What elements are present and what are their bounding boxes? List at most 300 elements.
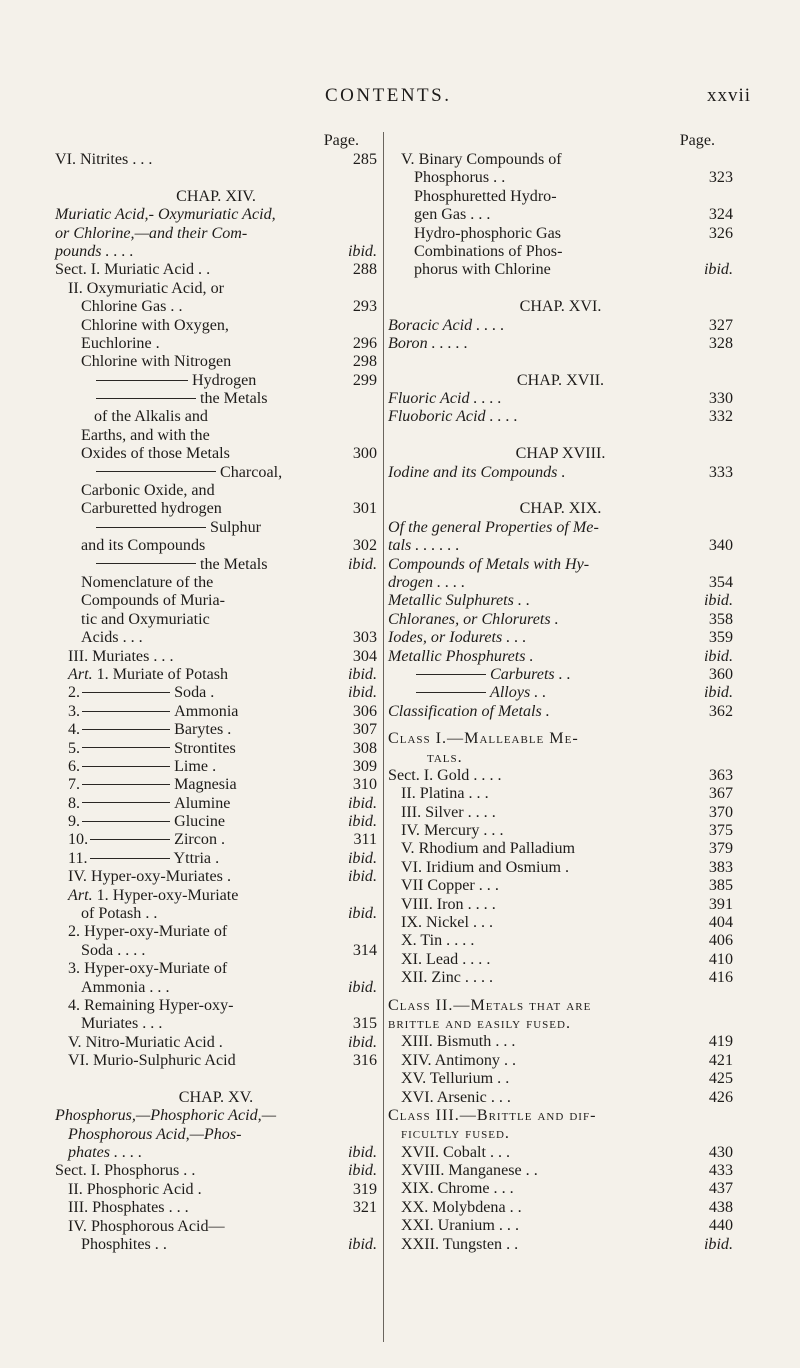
entry-page-number: 362	[708, 702, 733, 720]
toc-entry	[55, 556, 377, 574]
entry-title: VI. Iridium and Osmium .	[401, 858, 570, 876]
entry-page-number: ibid.	[347, 868, 377, 886]
toc-entry	[55, 795, 377, 813]
entry-page-number: 302	[352, 537, 377, 555]
toc-entry	[388, 611, 733, 629]
entry-title: XVIII. Manganese . .	[401, 1162, 538, 1180]
ditto-rule	[82, 802, 170, 803]
entry-title: Sect. I. Phosphorus . .	[55, 1162, 196, 1180]
toc-entry	[55, 537, 377, 555]
entry-title: Of the general Properties of Me-	[388, 518, 599, 536]
entry-page-number: ibid.	[347, 849, 377, 867]
toc-entry	[388, 408, 733, 426]
entry-title: Ammonia	[174, 702, 239, 720]
toc-entry	[388, 1180, 733, 1198]
toc-entry	[55, 758, 377, 776]
entry-title: 4. Remaining Hyper-oxy-	[68, 996, 234, 1014]
entry-number: 7.	[68, 776, 81, 794]
entry-title: 3. Hyper-oxy-Muriate of	[68, 960, 228, 978]
entry-title: Class II.—Metals that are	[388, 996, 592, 1014]
toc-entry	[388, 464, 733, 482]
toc-entry	[388, 537, 733, 555]
entry-title: Phosphorus,—Phosphoric Acid,—	[55, 1107, 276, 1125]
toc-entry	[55, 519, 377, 537]
toc-entry	[55, 776, 377, 794]
toc-entry	[55, 243, 377, 261]
page-number: xxvii	[707, 85, 752, 106]
entry-page-number: 307	[352, 721, 377, 739]
toc-entry	[55, 390, 377, 408]
entry-title: brittle and easily fused.	[388, 1014, 571, 1032]
toc-entry	[55, 317, 377, 335]
entry-title: Chlorine with Nitrogen	[81, 353, 232, 371]
entry-page-number: 315	[352, 1015, 377, 1033]
entry-title: and its Compounds	[81, 537, 206, 555]
toc-entry	[55, 464, 377, 482]
entry-title: phates . . . .	[68, 1144, 143, 1162]
toc-entry	[55, 648, 377, 666]
toc-entry	[388, 703, 733, 721]
entry-title: Phosphuretted Hydro-	[414, 187, 557, 205]
entry-page-number: 433	[708, 1162, 733, 1180]
toc-entry	[55, 482, 377, 500]
entry-title: the Metals	[200, 390, 268, 408]
entry-page-number: 323	[708, 169, 733, 187]
toc-entry	[55, 1236, 377, 1254]
entry-title: Boracic Acid . . . .	[388, 316, 505, 334]
toc-entry	[388, 1236, 733, 1254]
entry-title: Sect. I. Muriatic Acid . .	[55, 261, 211, 279]
entry-title: Acids . . .	[81, 629, 143, 647]
toc-entry	[55, 960, 377, 978]
toc-entry	[388, 1089, 733, 1107]
entry-title: XX. Molybdena . .	[401, 1198, 522, 1216]
entry-title: Nomenclature of the	[81, 573, 214, 591]
toc-entry	[55, 372, 377, 390]
entry-title: III. Muriates . . .	[68, 647, 174, 665]
entry-page-number: 438	[708, 1198, 733, 1216]
toc-entry	[55, 206, 377, 224]
entry-title: the Metals	[200, 555, 268, 573]
toc-entry	[388, 556, 733, 574]
entry-page-number: 440	[708, 1217, 733, 1235]
toc-entry	[55, 721, 377, 739]
ditto-rule	[96, 527, 206, 528]
toc-entry	[388, 629, 733, 647]
toc-entry	[388, 914, 733, 932]
entry-title: XXI. Uranium . . .	[401, 1217, 519, 1235]
spacer	[55, 1071, 377, 1089]
entry-page-number: 296	[352, 334, 377, 352]
entry-page-number: ibid.	[347, 1033, 377, 1051]
entry-title: V. Nitro-Muriatic Acid .	[68, 1033, 223, 1051]
entry-title: II. Oxymuriatic Acid, or	[68, 279, 224, 297]
spacer	[388, 353, 733, 371]
class-heading	[388, 730, 733, 748]
toc-entry	[55, 1126, 377, 1144]
toc-entry	[55, 923, 377, 941]
entry-page-number: 330	[708, 390, 733, 408]
toc-entry	[55, 335, 377, 353]
entry-title: II. Platina . . .	[401, 785, 489, 803]
toc-entry	[55, 905, 377, 923]
toc-entry	[388, 877, 733, 895]
entry-title: V. Binary Compounds of	[401, 151, 562, 168]
chapter-heading: CHAP. XIV.	[176, 187, 256, 205]
entry-title: tals.	[427, 748, 463, 766]
spacer	[388, 427, 733, 445]
entry-title: or Chlorine,—and their Com-	[55, 224, 248, 242]
entry-page-number: 363	[708, 766, 733, 784]
entry-title: Barytes .	[174, 721, 232, 739]
toc-entry	[55, 1144, 377, 1162]
entry-title: of the Alkalis and	[94, 408, 208, 426]
entry-title: Chlorine with Oxygen,	[81, 316, 229, 334]
toc-entry	[55, 427, 377, 445]
spacer	[55, 169, 377, 187]
spacer	[388, 482, 733, 500]
class-heading	[388, 749, 733, 767]
toc-entry	[55, 629, 377, 647]
entry-page-number: 416	[708, 969, 733, 987]
entry-title: Boron . . . . .	[388, 334, 468, 352]
page-column-heading: Page.	[679, 132, 715, 149]
ditto-rule	[96, 471, 216, 472]
toc-entry	[55, 408, 377, 426]
entry-title: Class III.—Brittle and dif-	[388, 1106, 597, 1124]
ditto-rule	[82, 784, 170, 785]
entry-title: XIX. Chrome . . .	[401, 1180, 514, 1198]
article-prefix: Art.	[68, 665, 93, 683]
entry-title: Class I.—Malleable Me-	[388, 730, 579, 748]
entry-page-number: 404	[708, 914, 733, 932]
chapter-heading: CHAP. XIX.	[519, 500, 602, 518]
entry-title: Carbonic Oxide, and	[81, 482, 215, 500]
toc-entry	[388, 592, 733, 610]
entry-title: IV. Phosphorous Acid—	[68, 1217, 225, 1235]
entry-page-number: 319	[352, 1180, 377, 1198]
entry-page-number: 383	[708, 858, 733, 876]
entry-title: Fluoric Acid . . . .	[388, 390, 502, 408]
entry-title: Classification of Metals .	[388, 702, 550, 720]
toc-entry	[388, 574, 733, 592]
chapter-heading: CHAP. XVII.	[516, 371, 605, 389]
entry-title: Carburetted hydrogen	[81, 500, 222, 518]
toc-entry	[388, 859, 733, 877]
entry-title: Carburets . .	[490, 665, 571, 683]
entry-title: Ammonia . . .	[81, 978, 170, 996]
entry-title: IX. Nickel . . .	[401, 914, 494, 932]
ditto-rule	[416, 674, 486, 675]
toc-entry	[388, 335, 733, 353]
entry-title: tals . . . . . .	[388, 537, 460, 555]
page-header	[0, 85, 800, 115]
entry-title: Compounds of Muria-	[81, 592, 225, 610]
toc-entry	[55, 703, 377, 721]
spacer	[388, 721, 733, 730]
toc-entry	[388, 666, 733, 684]
entry-page-number: ibid.	[703, 647, 733, 665]
toc-entry	[55, 298, 377, 316]
ditto-rule	[416, 692, 486, 693]
ditto-rule	[96, 398, 196, 399]
entry-page-number: 309	[352, 757, 377, 775]
entry-page-number: ibid.	[347, 684, 377, 702]
entry-number: 8.	[68, 794, 81, 812]
entry-title: Compounds of Metals with Hy-	[388, 555, 590, 573]
entry-page-number: 425	[708, 1070, 733, 1088]
entry-page-number: 421	[708, 1051, 733, 1069]
entry-title: IV. Hyper-oxy-Muriates .	[68, 868, 231, 886]
entry-title: III. Phosphates . . .	[68, 1199, 189, 1217]
entry-page-number: 367	[708, 785, 733, 803]
entry-title: XII. Zinc . . . .	[401, 969, 494, 987]
entry-number: 6.	[68, 757, 81, 775]
article-prefix: Art.	[68, 886, 93, 904]
entry-title: Euchlorine .	[81, 334, 160, 352]
entry-title: Fluoboric Acid . . . .	[388, 408, 518, 426]
toc-entry	[55, 1034, 377, 1052]
toc-entry	[55, 592, 377, 610]
entry-title: III. Silver . . . .	[401, 803, 496, 821]
entry-title: Alloys . .	[490, 684, 547, 702]
toc-entry	[388, 896, 733, 914]
entry-title: Sect. I. Gold . . . .	[388, 766, 502, 784]
entry-page-number: 300	[352, 445, 377, 463]
entry-page-number: ibid.	[347, 978, 377, 996]
toc-entry	[55, 225, 377, 243]
toc-entry	[55, 1218, 377, 1236]
entry-page-number: ibid.	[703, 592, 733, 610]
entry-title: Oxides of those Metals	[81, 445, 230, 463]
toc-entry	[55, 850, 377, 868]
entry-page-number: ibid.	[347, 813, 377, 831]
entry-number: 5.	[68, 739, 81, 757]
entry-title: XIII. Bismuth . . .	[401, 1033, 516, 1051]
entry-page-number: 327	[708, 316, 733, 334]
right-column	[388, 132, 733, 1254]
entry-number: 10.	[68, 831, 89, 849]
entry-number: 2.	[68, 684, 81, 702]
entry-title: Phosphorous Acid,—Phos-	[68, 1125, 242, 1143]
entry-number: 4.	[68, 721, 81, 739]
toc-entry	[388, 1199, 733, 1217]
entry-title: Muriates . . .	[81, 1015, 163, 1033]
entry-title: Zircon .	[174, 831, 226, 849]
entry-number: 11.	[68, 849, 88, 867]
entry-title: Phosphites . .	[81, 1236, 167, 1254]
toc-entry	[388, 390, 733, 408]
class-heading	[388, 1125, 733, 1143]
toc-entry	[388, 648, 733, 666]
entry-page-number: ibid.	[347, 1162, 377, 1180]
toc-entry	[388, 932, 733, 950]
toc-entry	[388, 151, 733, 169]
entry-title: tic and Oxymuriatic	[81, 610, 210, 628]
entry-page-number: 293	[352, 298, 377, 316]
toc-entry	[55, 813, 377, 831]
entry-title: XI. Lead . . . .	[401, 950, 491, 968]
toc-entry	[388, 206, 733, 224]
ditto-rule	[82, 711, 170, 712]
chapter-heading: CHAP. XVI.	[519, 298, 602, 316]
toc-entry	[55, 445, 377, 463]
entry-page-number: 301	[352, 500, 377, 518]
ditto-rule	[96, 563, 196, 564]
ditto-rule	[96, 380, 188, 381]
toc-entry	[388, 1217, 733, 1235]
ditto-rule	[82, 729, 170, 730]
toc-entry	[388, 1052, 733, 1070]
entry-page-number: 391	[708, 895, 733, 913]
toc-entry	[55, 261, 377, 279]
entry-title: VI. Nitrites . . .	[55, 151, 153, 168]
toc-entry	[55, 740, 377, 758]
entry-page-number: 328	[708, 334, 733, 352]
toc-entry	[55, 1162, 377, 1180]
entry-page-number: ibid.	[703, 1235, 733, 1253]
entry-page-number: 306	[352, 702, 377, 720]
entry-title: Hydrogen	[192, 371, 257, 389]
entry-title: Combinations of Phos-	[414, 242, 563, 260]
entry-page-number: 303	[352, 629, 377, 647]
entry-page-number: 324	[708, 206, 733, 224]
toc-entry	[55, 151, 377, 169]
entry-page-number: 340	[708, 537, 733, 555]
chapter-heading: CHAP. XV.	[178, 1088, 254, 1106]
entry-page-number: 419	[708, 1033, 733, 1051]
entry-page-number: ibid.	[347, 1236, 377, 1254]
spacer	[388, 988, 733, 997]
toc-entry	[388, 1033, 733, 1051]
entry-title: XV. Tellurium . .	[401, 1070, 510, 1088]
entry-page-number: ibid.	[703, 684, 733, 702]
entry-title: gen Gas . . .	[414, 206, 491, 224]
entry-title: XIV. Antimony . .	[401, 1051, 517, 1069]
running-title: CONTENTS.	[325, 85, 452, 106]
spacer	[388, 280, 733, 298]
entry-title: XVII. Cobalt . . .	[401, 1143, 511, 1161]
toc-entry	[388, 519, 733, 537]
entry-page-number: 360	[708, 665, 733, 683]
entry-title: 2. Hyper-oxy-Muriate of	[68, 923, 228, 941]
entry-title: Soda .	[174, 684, 215, 702]
entry-title: II. Phosphoric Acid .	[68, 1180, 202, 1198]
entry-title: IV. Mercury . . .	[401, 822, 504, 840]
entry-title: V. Rhodium and Palladium	[401, 840, 576, 858]
entry-page-number: 359	[708, 629, 733, 647]
entry-page-number: 311	[353, 831, 377, 849]
toc-entry	[388, 951, 733, 969]
toc-entry	[388, 1144, 733, 1162]
entry-title: Sulphur	[210, 518, 261, 536]
entry-page-number: ibid.	[347, 242, 377, 260]
toc-entry	[388, 243, 733, 261]
entry-number: 9.	[68, 813, 81, 831]
entry-title: Muriatic Acid,- Oxymuriatic Acid,	[55, 206, 276, 224]
entry-title: Earths, and with the	[81, 426, 210, 444]
class-heading	[388, 1015, 733, 1033]
entry-page-number: 385	[708, 877, 733, 895]
entry-page-number: 370	[708, 803, 733, 821]
column-divider	[383, 132, 384, 1342]
entry-title: Charcoal,	[220, 463, 283, 481]
ditto-rule	[90, 858, 170, 859]
toc-entry	[388, 169, 733, 187]
entry-page-number: 314	[352, 941, 377, 959]
entry-title: Glucine	[174, 813, 226, 831]
entry-title: 1. Muriate of Potash	[96, 665, 229, 683]
entry-page-number: 310	[352, 776, 377, 794]
entry-page-number: 288	[352, 261, 377, 279]
toc-entry	[388, 1070, 733, 1088]
left-column	[55, 132, 377, 1254]
toc-entry	[388, 317, 733, 335]
toc-entry	[55, 979, 377, 997]
entry-page-number: 316	[352, 1052, 377, 1070]
toc-entry	[388, 261, 733, 279]
toc-entry	[55, 666, 377, 684]
ditto-rule	[82, 766, 170, 767]
toc-entry	[388, 684, 733, 702]
entry-title: Phosphorus . .	[414, 169, 506, 187]
entry-page-number: 430	[708, 1143, 733, 1161]
entry-page-number: ibid.	[347, 555, 377, 573]
entry-title: drogen . . . .	[388, 573, 466, 591]
entry-page-number: 333	[708, 463, 733, 481]
toc-entry	[388, 840, 733, 858]
entry-title: VI. Murio-Sulphuric Acid	[68, 1052, 236, 1070]
ditto-rule	[82, 692, 170, 693]
toc-entry	[55, 684, 377, 702]
entry-page-number: 437	[708, 1180, 733, 1198]
ditto-rule	[82, 747, 170, 748]
entry-title: X. Tin . . . .	[401, 932, 475, 950]
entry-title: Soda . . . .	[81, 941, 146, 959]
toc-entry	[55, 1181, 377, 1199]
entry-page-number: 285	[352, 151, 377, 168]
toc-entry	[388, 804, 733, 822]
toc-entry	[55, 942, 377, 960]
toc-entry	[55, 831, 377, 849]
entry-page-number: 326	[708, 224, 733, 242]
toc-entry	[55, 353, 377, 371]
toc-entry	[55, 1015, 377, 1033]
entry-page-number: ibid.	[347, 1144, 377, 1162]
entry-page-number: 298	[352, 353, 377, 371]
toc-entry	[55, 887, 377, 905]
chapter-heading: CHAP XVIII.	[515, 445, 606, 463]
entry-page-number: 299	[352, 371, 377, 389]
entry-page-number: 304	[352, 647, 377, 665]
entry-title: of Potash . .	[81, 905, 158, 923]
entry-title: XVI. Arsenic . . .	[401, 1088, 511, 1106]
toc-entry	[388, 188, 733, 206]
entry-title: ficultly fused.	[401, 1125, 510, 1143]
toc-entry	[55, 1107, 377, 1125]
entry-title: Chlorine Gas . .	[81, 298, 183, 316]
class-heading	[388, 1107, 733, 1125]
entry-page-number: ibid.	[347, 665, 377, 683]
toc-entry	[388, 785, 733, 803]
entry-page-number: 375	[708, 822, 733, 840]
entry-page-number: ibid.	[703, 261, 733, 279]
entry-title: VIII. Iron . . . .	[401, 895, 496, 913]
toc-entry	[388, 822, 733, 840]
entry-page-number: 321	[352, 1199, 377, 1217]
toc-entry	[55, 868, 377, 886]
entry-title: pounds . . . .	[55, 242, 134, 260]
